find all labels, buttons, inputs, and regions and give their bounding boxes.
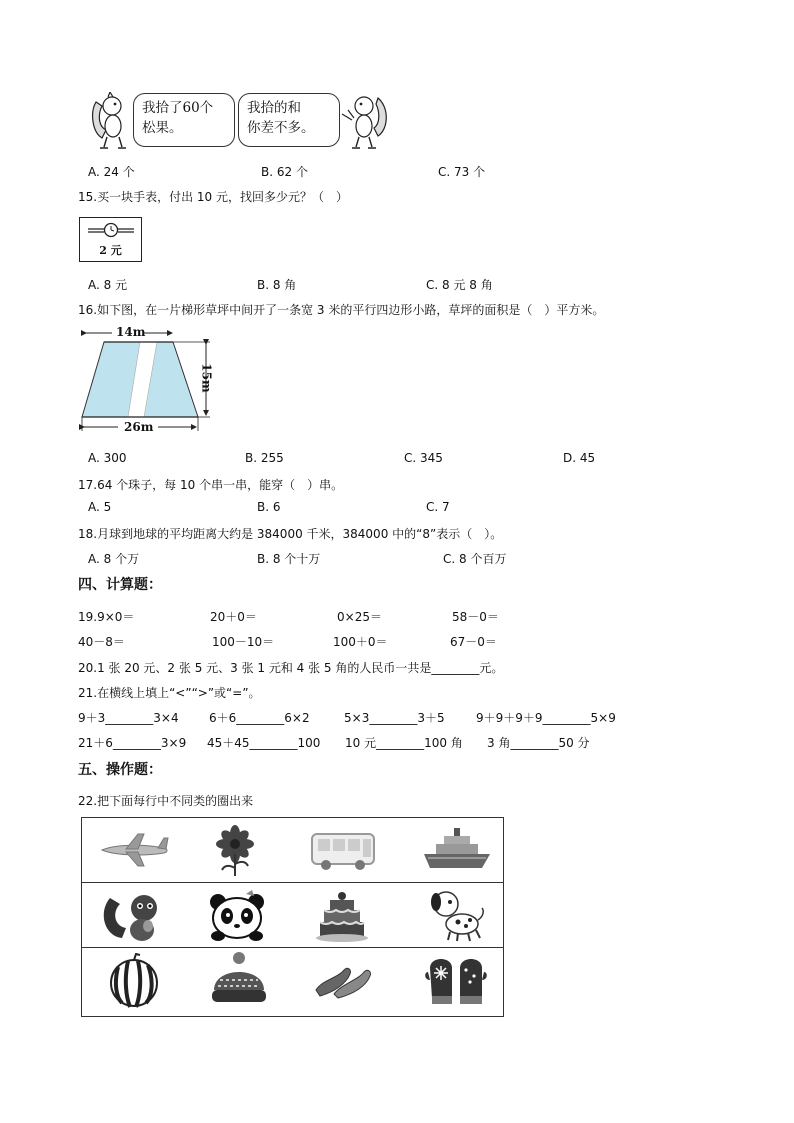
q21-r1-c4: 9＋9＋9＋9________5×9 bbox=[476, 711, 616, 725]
q21-question: 21.在横线上填上“<”“>”或“=”。 bbox=[78, 686, 261, 700]
q21-r1-c3: 5×3________3＋5 bbox=[344, 711, 445, 725]
q18-option-c[interactable]: C. 8 个百万 bbox=[443, 552, 507, 566]
q19-r2-c1: 40－8＝ bbox=[78, 635, 125, 649]
q17-option-b[interactable]: B. 6 bbox=[257, 500, 281, 514]
q19-r1-c3: 0×25＝ bbox=[337, 610, 382, 624]
q19-r1-c4: 58－0＝ bbox=[452, 610, 499, 624]
q22-question: 22.把下面每行中不同类的圈出来 bbox=[78, 794, 254, 808]
dog-icon[interactable] bbox=[424, 886, 488, 944]
bubble-right-line-2: 你差不多。 bbox=[247, 120, 315, 136]
trapezoid-side-label: 15m bbox=[199, 363, 214, 393]
watch-icon bbox=[80, 218, 141, 242]
trapezoid-lawn-figure bbox=[78, 325, 218, 440]
q18-option-b[interactable]: B. 8 个十万 bbox=[257, 552, 321, 566]
bubble-left-line-1: 我拾了60个 bbox=[142, 100, 214, 116]
q17-question: 17.64 个珠子，每 10 个串一串，能穿（ ）串。 bbox=[78, 478, 344, 492]
q21-r2-c4: 3 角________50 分 bbox=[487, 736, 590, 750]
flower-icon[interactable] bbox=[210, 824, 260, 878]
bubble-left-line-2: 松果。 bbox=[142, 120, 183, 136]
hat-icon[interactable] bbox=[206, 950, 272, 1008]
q21-r1-c1: 9＋3________3×4 bbox=[78, 711, 179, 725]
q19-r1-c2: 20＋0＝ bbox=[210, 610, 257, 624]
q19-r1-c1: 19.9×0＝ bbox=[78, 610, 135, 624]
trapezoid-bottom-label: 26m bbox=[124, 420, 154, 434]
mittens-icon[interactable] bbox=[424, 950, 490, 1008]
q21-r2-c2: 45＋45________100 bbox=[207, 736, 321, 750]
ship-icon[interactable] bbox=[420, 824, 494, 874]
q16-option-d[interactable]: D. 45 bbox=[563, 451, 596, 465]
q19-r2-c2: 100－10＝ bbox=[212, 635, 275, 649]
speech-bubble-right bbox=[238, 93, 340, 147]
speech-bubble-left bbox=[133, 93, 235, 147]
bubble-right-line-1: 我拾的和 bbox=[247, 100, 301, 116]
trapezoid-top-label: 14m bbox=[116, 325, 146, 339]
q15-option-c[interactable]: C. 8 元 8 角 bbox=[426, 278, 493, 292]
section-4-title: 四、计算题： bbox=[78, 577, 162, 593]
airplane-icon[interactable] bbox=[96, 830, 172, 870]
watch-price-label: 2 元 bbox=[99, 244, 122, 257]
squirrel-right-icon bbox=[338, 92, 390, 153]
q16-question: 16.如下图，在一片梯形草坪中间开了一条宽 3 米的平行四边形小路，草坪的面积是（ ）平方米。 bbox=[78, 303, 605, 317]
q17-option-a[interactable]: A. 5 bbox=[88, 500, 112, 514]
watch-price-box bbox=[79, 217, 142, 262]
squirrel-left-icon bbox=[88, 92, 130, 153]
q21-r1-c2: 6＋6________6×2 bbox=[209, 711, 310, 725]
q14-option-b[interactable]: B. 62 个 bbox=[261, 165, 308, 179]
q14-option-c[interactable]: C. 73 个 bbox=[438, 165, 486, 179]
q16-option-b[interactable]: B. 255 bbox=[245, 451, 284, 465]
q21-r2-c1: 21＋6________3×9 bbox=[78, 736, 187, 750]
bus-icon[interactable] bbox=[308, 828, 380, 872]
classification-image-table bbox=[81, 817, 504, 1017]
q14-option-a[interactable]: A. 24 个 bbox=[88, 165, 135, 179]
q16-option-c[interactable]: C. 345 bbox=[404, 451, 443, 465]
q18-question: 18.月球到地球的平均距离大约是 384000 千米，384000 中的“8”表示（ ）。 bbox=[78, 527, 503, 541]
q17-option-c[interactable]: C. 7 bbox=[426, 500, 450, 514]
squirrel-icon[interactable] bbox=[100, 888, 170, 944]
q19-r2-c4: 67－0＝ bbox=[450, 635, 497, 649]
q15-question: 15.买一块手表，付出 10 元，找回多少元？（ ） bbox=[78, 190, 348, 204]
watermelon-icon[interactable] bbox=[106, 953, 162, 1009]
q19-r2-c3: 100＋0＝ bbox=[333, 635, 388, 649]
q18-option-a[interactable]: A. 8 个万 bbox=[88, 552, 140, 566]
q20-question: 20.1 张 20 元、2 张 5 元、3 张 1 元和 4 张 5 角的人民币一共是________元。 bbox=[78, 661, 504, 675]
q16-option-a[interactable]: A. 300 bbox=[88, 451, 127, 465]
q15-option-a[interactable]: A. 8 元 bbox=[88, 278, 128, 292]
q21-r2-c3: 10 元________100 角 bbox=[345, 736, 463, 750]
q15-option-b[interactable]: B. 8 角 bbox=[257, 278, 297, 292]
shoes-icon[interactable] bbox=[312, 956, 374, 1002]
cake-icon[interactable] bbox=[312, 888, 372, 944]
panda-icon[interactable] bbox=[206, 888, 268, 944]
section-5-title: 五、操作题： bbox=[78, 762, 162, 778]
